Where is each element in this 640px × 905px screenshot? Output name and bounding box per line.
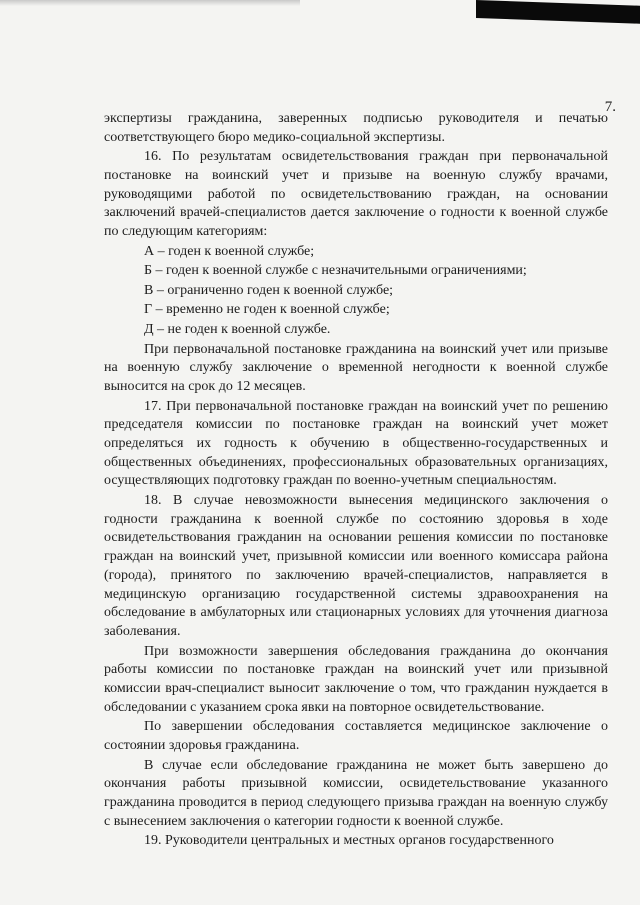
- scan-dark-corner: [476, 0, 640, 24]
- paragraph-18: 18. В случае невозможности вынесения медицинского заключения о годности гражданина к военной службе по состоянию здоровья в ходе освидетельствования гражданин на основании решения комиссии по постановке граждан на воинский учет, призывной комиссии или военного комиссара района (города), принятого по заключению врачей-специалистов, направляется в медицинскую организацию государственной системы здравоохранения на обследование в амбулаторных или стационарных условиях для уточнения диагноза заболевания.: [104, 493, 608, 639]
- page-number: 7.: [604, 99, 616, 115]
- paragraph-temporary-unfitness: При первоначальной постановке гражданина на воинский учет или призыве на военную службу заключение о временной негодности к военной службе выносится на срок до 12 месяцев.: [104, 341, 608, 395]
- paragraph-examination-completion: При возможности завершения обследования гражданина до окончания работы комиссии по постановке граждан на воинский учет или призывной комиссии врач-специалист выносит заключение о том, что гражданин нуждается в обследовании с указанием срока явки на повторное освидетельствование.: [104, 643, 608, 715]
- document-body: [104, 110, 608, 852]
- paragraph-16: 16. По результатам освидетельствования граждан при первоначальной постановке на воинский учет и призыве на военную службу врачами, руководящими работой по освидетельствованию граждан, на основании заключений врачей-специалистов дается заключение о годности к военной службе по следующим категориям:: [104, 149, 608, 240]
- category-v: В – ограниченно годен к военной службе;: [144, 282, 394, 298]
- scan-edge-shadow: [0, 0, 300, 6]
- paragraph-next-conscription: В случае если обследование гражданина не может быть завершено до окончания работы призывной комиссии, освидетельствование указанного гражданина проводится в период следующего призыва граждан на военную службу с вынесением заключения о категории годности к военной службе.: [104, 757, 608, 829]
- paragraph-continuation: экспертизы гражданина, заверенных подписью руководителя и печатью соответствующего бюро медико-социальной экспертизы.: [104, 111, 608, 145]
- paragraph-19: 19. Руководители центральных и местных органов государственного: [144, 833, 554, 849]
- paragraph-17: 17. При первоначальной постановке граждан на воинский учет по решению председателя комиссии по постановке граждан на воинский учет может определяться их годность к обучению в общественно-государственных и общественных объединениях, профессиональных образовательных организациях, осуществляющих подготовку граждан по военно-учетным специальностям.: [104, 398, 608, 489]
- category-d: Д – не годен к военной службе.: [144, 322, 331, 338]
- fitness-categories-list: [104, 243, 608, 340]
- category-b: Б – годен к военной службе с незначительными ограничениями;: [144, 263, 527, 279]
- category-g: Г – временно не годен к военной службе;: [144, 302, 390, 318]
- category-a: А – годен к военной службе;: [144, 243, 315, 259]
- paragraph-medical-conclusion: По завершении обследования составляется медицинское заключение о состоянии здоровья гражданина.: [104, 719, 608, 753]
